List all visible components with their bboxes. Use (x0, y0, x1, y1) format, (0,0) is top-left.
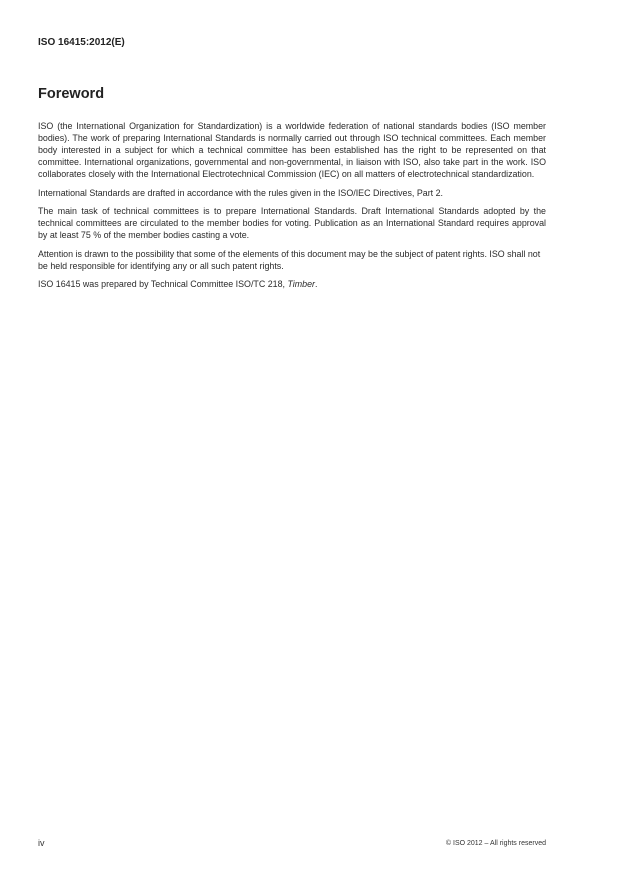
paragraph-iso-intro: ISO (the International Organization for Standardization) is a worldwide federation of national standards bodies (ISO member bodies). The work of preparing International Standards is normally carried out through ISO technical committees. Each member body interested in a subject for which a technical committee has been established has the right to be represented on that committee. International organizations, governmental and non-governmental, in liaison with ISO, also take part in the work. ISO collaborates closely with the International Electrotechnical Commission (IEC) on all matters of electrotechnical standardization. (38, 121, 546, 179)
prepared-by-period: . (315, 279, 318, 289)
paragraph-prepared-by (38, 278, 546, 290)
section-title: Foreword (38, 86, 105, 102)
paragraph-patent-notice: Attention is drawn to the possibility that some of the elements of this document may be the subject of patent rights. ISO shall not be held responsible for identifying any or all such patent rights. (38, 248, 541, 271)
copyright-notice: © ISO 2012 – All rights reserved (445, 840, 546, 847)
foreword-body (38, 120, 546, 297)
page-number: iv (38, 838, 45, 848)
committee-name: Timber (287, 279, 315, 289)
paragraph-directives: International Standards are drafted in accordance with the rules given in the ISO/IEC Directives, Part 2. (38, 187, 444, 198)
paragraph-committee-task: The main task of technical committees is to prepare International Standards. Draft International Standards adopted by the technical committees are circulated to the member bodies for voting. Publication as an International Standard requires approval by at least 75 % of the member bodies casting a vote. (38, 206, 546, 240)
document-id-header: ISO 16415:2012(E) (38, 37, 125, 48)
prepared-by-text: ISO 16415 was prepared by Technical Committee ISO/TC 218, (38, 279, 288, 289)
